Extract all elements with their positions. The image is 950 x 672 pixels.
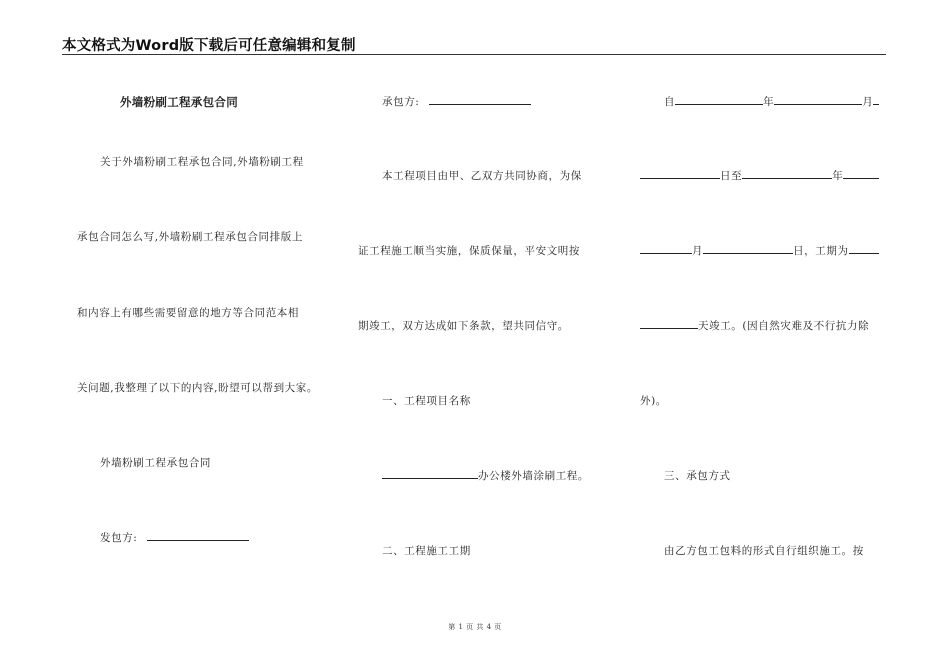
end-day-blank[interactable] xyxy=(703,244,793,254)
year-label: 年 xyxy=(763,96,775,108)
year-label-2: 年 xyxy=(832,170,844,182)
header-text: 本文格式为Word版下载后可任意编辑和复制 xyxy=(62,38,356,54)
month-label: 月 xyxy=(862,96,874,108)
paragraph-line: 承包合同怎么写,外墙粉刷工程承包合同排版上 xyxy=(77,231,303,243)
end-year-blank[interactable] xyxy=(742,169,832,179)
project-name-line xyxy=(382,468,589,483)
party-a-label: 发包方: xyxy=(100,532,138,544)
paragraph-line: 本工程项目由甲、乙双方共同协商，为保 xyxy=(382,170,582,182)
page-number: 第 1 页 共 4 页 xyxy=(448,623,502,631)
party-b-blank[interactable] xyxy=(429,95,531,105)
completion-tail: 外)。 xyxy=(640,395,667,407)
completion-line xyxy=(640,318,869,333)
paragraph-line: 和内容上有哪些需要留意的地方等合同范本相 xyxy=(77,307,299,319)
document-title: 外墙粉刷工程承包合同 xyxy=(120,95,238,109)
party-b-line xyxy=(382,94,531,109)
party-a-line xyxy=(100,530,249,545)
date-line-3 xyxy=(640,243,879,258)
date-line-1 xyxy=(664,94,879,109)
day-period-label: 日，工期为 xyxy=(793,245,849,257)
section-heading-3: 三、承包方式 xyxy=(664,470,731,482)
start-year-blank[interactable] xyxy=(675,95,763,105)
completion-text: 天竣工。(因自然灾难及不行抗力除 xyxy=(698,320,870,332)
party-a-blank[interactable] xyxy=(147,531,249,541)
month-label-2: 月 xyxy=(692,245,704,257)
from-label: 自 xyxy=(664,96,676,108)
paragraph-line: 关于外墙粉刷工程承包合同,外墙粉刷工程 xyxy=(100,156,304,168)
document-header xyxy=(62,34,886,55)
project-name-suffix: 办公楼外墙涂刷工程。 xyxy=(478,470,589,482)
paragraph-line: 证工程施工顺当实施，保质保量，平安文明按 xyxy=(358,245,580,257)
start-day-blank-2[interactable] xyxy=(640,169,720,179)
period-blank-a[interactable] xyxy=(849,244,879,254)
project-name-blank[interactable] xyxy=(382,469,478,479)
section-heading-2: 二、工程施工工期 xyxy=(382,545,471,557)
day-to-label: 日至 xyxy=(720,170,743,182)
date-line-2 xyxy=(640,168,879,183)
paragraph-line: 期竣工，双方达成如下条款，望共同信守。 xyxy=(358,320,569,332)
contract-method-line: 由乙方包工包料的形式自行组织施工。按 xyxy=(664,545,864,557)
end-month-blank-a[interactable] xyxy=(843,169,879,179)
contract-subtitle: 外墙粉刷工程承包合同 xyxy=(100,457,211,469)
paragraph-line: 关问题,我整理了以下的内容,盼望可以帮到大家。 xyxy=(77,382,318,394)
start-month-blank[interactable] xyxy=(774,95,862,105)
period-days-blank[interactable] xyxy=(640,319,698,329)
section-heading-1: 一、工程项目名称 xyxy=(382,395,471,407)
end-month-blank[interactable] xyxy=(640,244,692,254)
party-b-label: 承包方: xyxy=(382,96,420,108)
start-day-blank[interactable] xyxy=(873,95,879,105)
